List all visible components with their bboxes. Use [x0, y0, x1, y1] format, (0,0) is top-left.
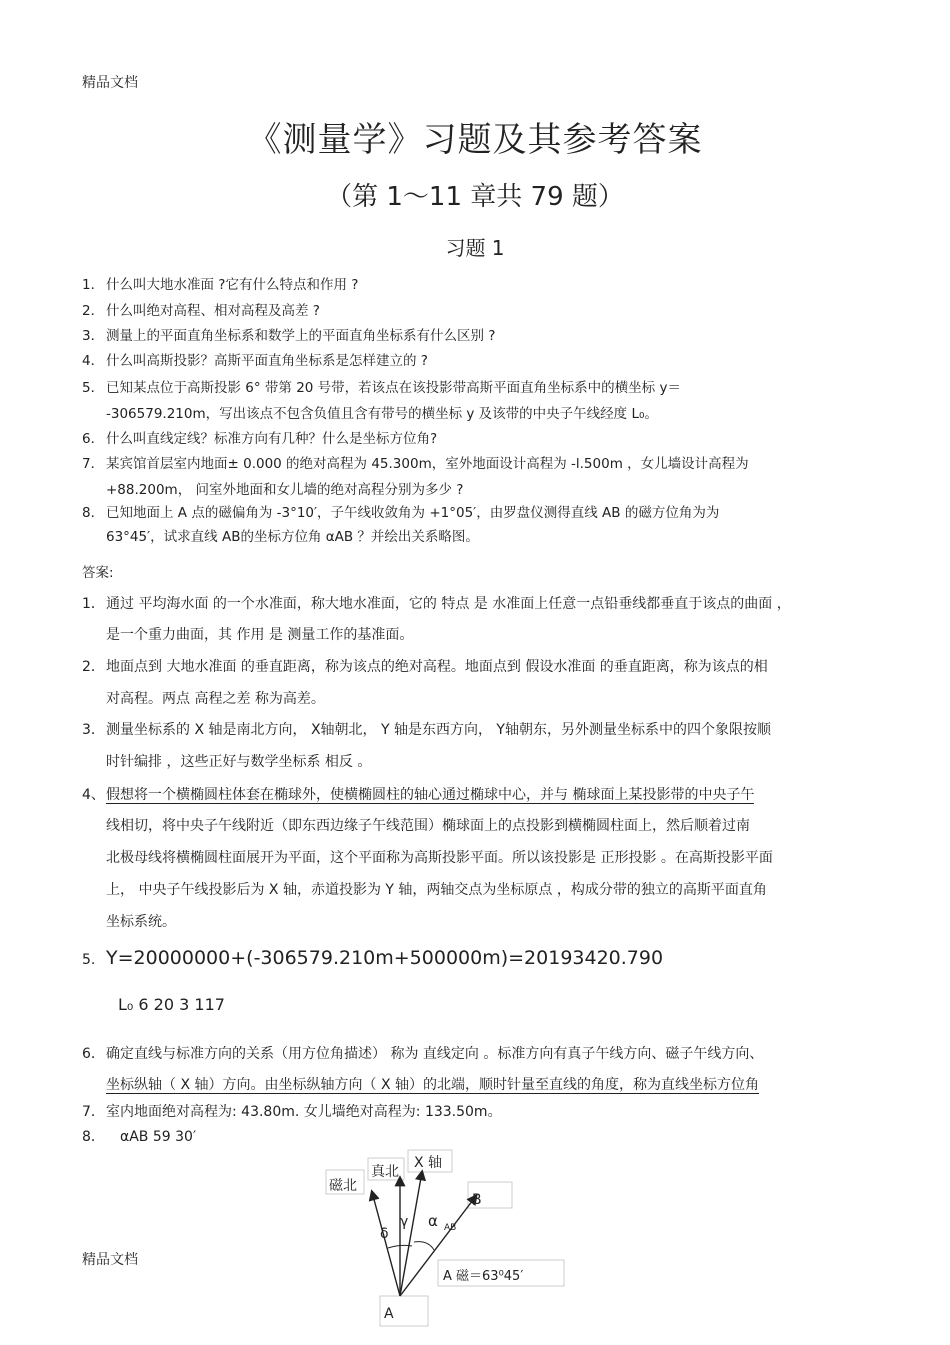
answer-6-line-1: 6．确定直线与标准方向的关系（用方位角描述） 称为 直线定向 。标准方向有真子午线方向、磁子午线方向、	[82, 1046, 764, 1062]
question-5-cont: -306579.210m，写出该点不包含负值且含有带号的横坐标 y 及该带的中央子午线经度 L₀。	[106, 406, 658, 422]
answer-1-line-2: 是一个重力曲面，其 作用 是 测量工作的基准面。	[106, 627, 414, 643]
answer-4-line-4: 上， 中央子午线投影后为 X 轴，赤道投影为 Y 轴，两轴交点为坐标原点 ，构成分带的独立的高斯平面直角	[106, 882, 767, 898]
x-axis-label: X 轴	[414, 1155, 443, 1171]
answer-2-line-1: 2．地面点到 大地水准面 的垂直距离，称为该点的绝对高程。地面点到 假设水准面 的垂直距离，称为该点的相	[82, 659, 768, 675]
question-4: 4． 什么叫高斯投影？高斯平面直角坐标系是怎样建立的 ?	[82, 353, 428, 369]
alpha-sub-label: AB	[444, 1223, 457, 1233]
true-north-label: 真北	[371, 1164, 399, 1180]
section-heading: 习题 1	[445, 236, 505, 260]
angle-arc-alpha	[414, 1242, 434, 1250]
answer-1-line-1: 1．通过 平均海水面 的一个水准面，称大地水准面，它的 特点 是 水准面上任意一点铅垂线都垂直于该点的曲面 ，	[82, 596, 791, 612]
question-8: 8． 已知地面上 A 点的磁偏角为 -3°10′，子午线收敛角为 +1°05′，由罗盘仪测得直线 AB 的磁方位角为为	[82, 505, 720, 521]
a-mag-label: A 磁＝63⁰45′	[443, 1269, 524, 1284]
azimuth-diagram	[320, 1148, 580, 1328]
question-3: 3． 测量上的平面直角坐标系和数学上的平面直角坐标系有什么区别 ?	[82, 328, 496, 344]
answer-3-line-1: 3．测量坐标系的 X 轴是南北方向， X轴朝北， Y 轴是东西方向， Y轴朝东，另外测量坐标系中的四个象限按顺	[82, 722, 771, 738]
answer-4-line-5: 坐标系统。	[106, 914, 176, 930]
question-7-cont: +88.200m， 问室外地面和女儿墙的绝对高程分别为多少 ?	[106, 482, 464, 498]
question-1: 1． 什么叫大地水准面 ?它有什么特点和作用 ?	[82, 277, 359, 293]
page-title: 《测量学》习题及其参考答案	[247, 120, 703, 160]
question-5: 5． 已知某点位于高斯投影 6° 带第 20 号带，若该点在该投影带高斯平面直角坐标系中的横坐标 y＝	[82, 380, 681, 396]
answers-label: 答案:	[82, 565, 114, 581]
header-watermark: 精品文档	[82, 75, 138, 91]
answer-4-line-1: 4、假想将一个横椭圆柱体套在椭球外，使横椭圆柱的轴心通过椭球中心，并与 椭球面上某投影带的中央子午	[82, 787, 755, 803]
x-axis-arrow	[400, 1172, 422, 1296]
footer-watermark: 精品文档	[82, 1252, 138, 1268]
answer-5-line-1: 5. Y=20000000+(-306579.210m+500000m)=20193420.790	[82, 947, 664, 969]
answer-4-line-2: 线相切，将中央子午线附近（即东西边缘子午线范围）椭球面上的点投影到横椭圆柱面上，然后顺着过南	[106, 818, 750, 834]
answer-5-line-2: L₀ 6 20 3 117	[118, 995, 225, 1014]
answer-3-line-2: 时针编排 ，这些正好与数学坐标系 相反 。	[106, 754, 372, 770]
gamma-label: γ	[400, 1214, 409, 1230]
answer-7: 7．室内地面绝对高程为: 43.80m. 女儿墙绝对高程为: 133.50m。	[82, 1104, 502, 1120]
question-7: 7． 某宾馆首层室内地面± 0.000 的绝对高程为 45.300m，室外地面设计高程为 -l.500m ，女儿墙设计高程为	[82, 456, 749, 472]
a-label: A	[384, 1306, 394, 1322]
question-6: 6． 什么叫直线定线？标准方向有几种？什么是坐标方位角?	[82, 431, 438, 447]
answer-8: 8． αAB 59 30′	[82, 1129, 197, 1145]
alpha-label: α	[428, 1212, 438, 1230]
question-2: 2． 什么叫绝对高程、相对高程及高差 ?	[82, 303, 320, 319]
answer-6-line-2: 坐标纵轴（ X 轴）方向。由坐标纵轴方向（ X 轴）的北端，顺时针量至直线的角度，称为直线坐标方位角	[106, 1077, 759, 1093]
b-label: B	[472, 1192, 482, 1208]
answer-2-line-2: 对高程。两点 高程之差 称为高差。	[106, 691, 325, 707]
answer-4-line-3: 北极母线将横椭圆柱面展开为平面，这个平面称为高斯投影平面。所以该投影是 正形投影 。在高斯投影平面	[106, 850, 773, 866]
delta-label: δ	[380, 1226, 389, 1242]
question-8-cont: 63°45′，试求直线 AB的坐标方位角 αAB ？并绘出关系略图。	[106, 529, 479, 545]
magnetic-north-arrow	[372, 1192, 400, 1296]
page-subtitle: （第 1～11 章共 79 题）	[326, 182, 624, 212]
magnetic-north-label: 磁北	[329, 1178, 357, 1194]
